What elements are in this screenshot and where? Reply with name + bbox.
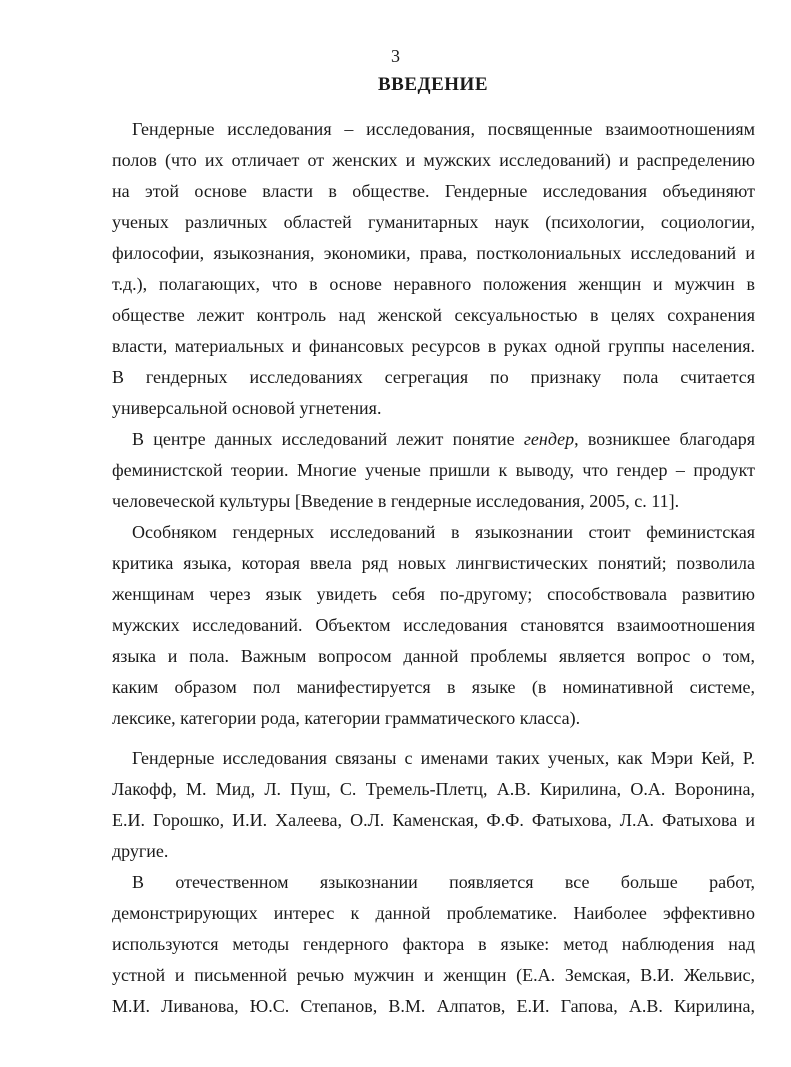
text-line: Гендерные исследования связаны с именами таких ученых, как Мэри Кей, Р. [132, 748, 755, 768]
text-line: власти, материальных и финансовых ресурсов в руках одной группы населения. [112, 336, 755, 356]
text-line: используются методы гендерного фактора в языке: метод наблюдения над [112, 934, 755, 954]
text-line: т.д.), полагающих, что в основе неравного положения женщин и мужчин в [112, 274, 755, 294]
text-line: устной и письменной речью мужчин и женщин (Е.А. Земская, В.И. Жельвис, [112, 965, 755, 985]
text-line: Особняком гендерных исследований в языкознании стоит феминистская [132, 522, 755, 542]
text-line: М.И. Ливанова, Ю.С. Степанов, В.М. Алпатов, Е.И. Гапова, А.В. Кирилина, [112, 996, 755, 1016]
section-heading: ВВЕДЕНИЕ [378, 74, 488, 95]
text-line: лексике, категории рода, категории грамматического класса). [112, 708, 581, 728]
text-line: на этой основе власти в обществе. Гендерные исследования объединяют [112, 181, 755, 201]
text-line: каким образом пол манифестируется в языке (в номинативной системе, [112, 677, 755, 697]
text-line: полов (что их отличает от женских и мужских исследований) и распределению [112, 150, 755, 170]
text-line: универсальной основой угнетения. [112, 398, 382, 418]
page-number: 3 [391, 46, 400, 66]
text-line: Лакофф, М. Мид, Л. Пуш, С. Тремель-Плетц, А.В. Кирилина, О.А. Воронина, [112, 779, 755, 799]
text-line: человеческой культуры [Введение в гендерные исследования, 2005, с. 11]. [112, 491, 680, 511]
text-line: демонстрирующих интерес к данной проблематике. Наиболее эффективно [112, 903, 755, 923]
text-line: мужских исследований. Объектом исследования становятся взаимоотношения [112, 615, 755, 635]
text-line: другие. [112, 841, 169, 861]
text-line: Гендерные исследования – исследования, посвященные взаимоотношениям [132, 119, 755, 139]
text-line: обществе лежит контроль над женской сексуальностью в целях сохранения [112, 305, 755, 325]
text-line: В гендерных исследованиях сегрегация по признаку пола считается [112, 367, 755, 387]
text-line: философии, языкознания, экономики, права, постколониальных исследований и [112, 243, 755, 263]
text-line: критика языка, которая ввела ряд новых лингвистических понятий; позволила [112, 553, 755, 573]
text-line: Е.И. Горошко, И.И. Халеева, О.Л. Каменская, Ф.Ф. Фатыхова, Л.А. Фатыхова и [112, 810, 755, 830]
text-segment: , возникшее благодаря [574, 429, 755, 449]
italic-term: гендер [523, 429, 575, 449]
text-line: женщинам через язык увидеть себя по-другому; способствовала развитию [112, 584, 755, 604]
text-line: В отечественном языкознании появляется все больше работ, [132, 872, 755, 892]
text-line: ученых различных областей гуманитарных наук (психологии, социологии, [112, 212, 755, 232]
text-segment: В центре данных исследований лежит понятие [132, 429, 524, 449]
text-line: феминистской теории. Многие ученые пришли к выводу, что гендер – продукт [112, 460, 755, 480]
text-line: языка и пола. Важным вопросом данной проблемы является вопрос о том, [112, 646, 755, 666]
text-line [132, 427, 755, 451]
